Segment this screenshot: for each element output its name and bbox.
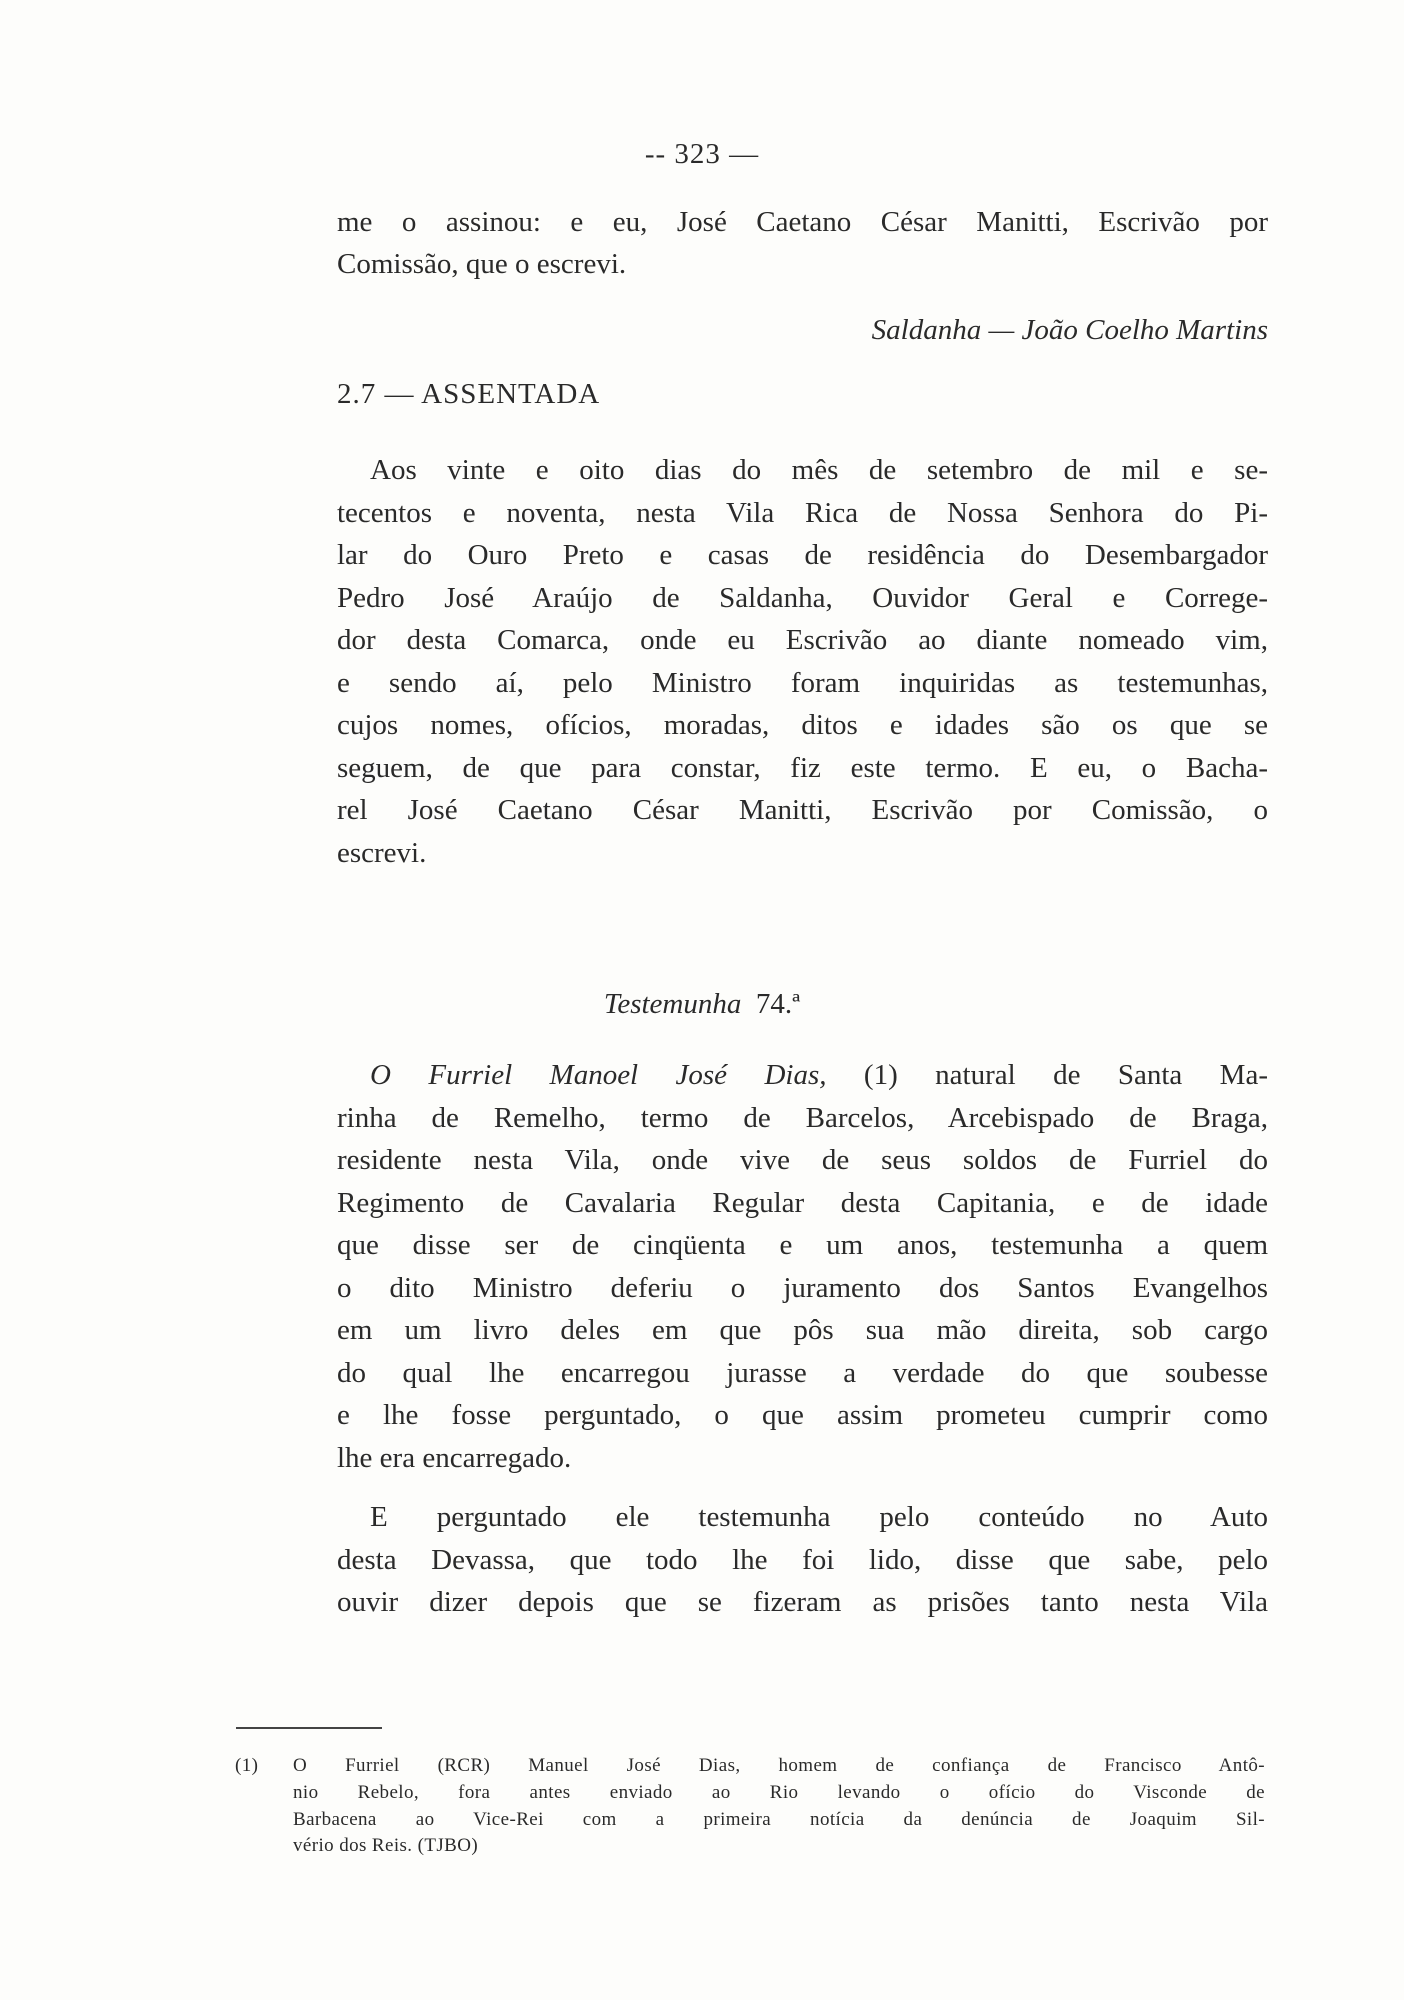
text-line: lar do Ouro Preto e casas de residência do Desembargador <box>337 539 1268 571</box>
text-line: seguem, de que para constar, fiz este termo. E eu, o Bacha- <box>337 752 1268 784</box>
text-line: Comissão, que o escrevi. <box>337 248 627 280</box>
footnote-ref[interactable]: (1) natural de Santa Ma- <box>863 1059 1268 1091</box>
text-line: residente nesta Vila, onde vive de seus soldos de Furriel do <box>337 1144 1268 1176</box>
witness-number: 74.ª <box>755 988 801 1020</box>
text-line <box>370 1058 1268 1092</box>
footnote-line: O Furriel (RCR) Manuel José Dias, homem de confiança de Francisco Antô- <box>293 1755 1265 1776</box>
text-line: do qual lhe encarregou jurasse a verdade do que soubesse <box>337 1357 1268 1389</box>
footnote-line: Barbacena ao Vice-Rei com a primeira notícia da denúncia de Joaquim Sil- <box>293 1809 1265 1830</box>
text-line: lhe era encarregado. <box>337 1442 572 1474</box>
text-line: o dito Ministro deferiu o juramento dos Santos Evangelhos <box>337 1272 1268 1304</box>
text-line: em um livro deles em que pôs sua mão direita, sob cargo <box>337 1314 1268 1346</box>
text-line: rinha de Remelho, termo de Barcelos, Arcebispado de Braga, <box>337 1102 1268 1134</box>
text-line: Pedro José Araújo de Saldanha, Ouvidor Geral e Correge- <box>337 582 1268 614</box>
text-line: Regimento de Cavalaria Regular desta Capitania, e de idade <box>337 1187 1268 1219</box>
text-line: e sendo aí, pelo Ministro foram inquiridas as testemunhas, <box>337 667 1268 699</box>
text-line: Aos vinte e oito dias do mês de setembro de mil e se- <box>370 454 1268 486</box>
footnote-line: nio Rebelo, fora antes enviado ao Rio levando o ofício do Visconde de <box>293 1782 1265 1803</box>
text-line: me o assinou: e eu, José Caetano César Manitti, Escrivão por <box>337 206 1268 238</box>
text-line: que disse ser de cinqüenta e um anos, testemunha a quem <box>337 1229 1268 1261</box>
text-line: escrevi. <box>337 837 427 869</box>
footnote-line: vério dos Reis. (TJBO) <box>293 1835 479 1856</box>
text-line: dor desta Comarca, onde eu Escrivão ao diante nomeado vim, <box>337 624 1268 656</box>
section-heading: 2.7 — ASSENTADA <box>337 378 601 410</box>
text-line: e lhe fosse perguntado, o que assim prometeu cumprir como <box>337 1399 1268 1431</box>
signature: Saldanha — João Coelho Martins <box>871 314 1268 346</box>
witness-label: Testemunha <box>603 988 742 1020</box>
page-number: -- 323 — <box>644 138 760 170</box>
text-line: rel José Caetano César Manitti, Escrivão por Comissão, o <box>337 794 1268 826</box>
text-line: desta Devassa, que todo lhe foi lido, disse que sabe, pelo <box>337 1544 1268 1576</box>
text-line: tecentos e noventa, nesta Vila Rica de Nossa Senhora do Pi- <box>337 497 1268 529</box>
text-line: cujos nomes, ofícios, moradas, ditos e idades são os que se <box>337 709 1268 741</box>
witness-heading <box>0 988 1404 1021</box>
text-line: ouvir dizer depois que se fizeram as prisões tanto nesta Vila <box>337 1586 1268 1618</box>
footnote-divider <box>236 1727 382 1729</box>
footnote-marker: (1) <box>235 1755 259 1776</box>
witness-name: O Furriel Manoel José Dias, <box>370 1059 827 1091</box>
text-line: E perguntado ele testemunha pelo conteúdo no Auto <box>370 1501 1268 1533</box>
